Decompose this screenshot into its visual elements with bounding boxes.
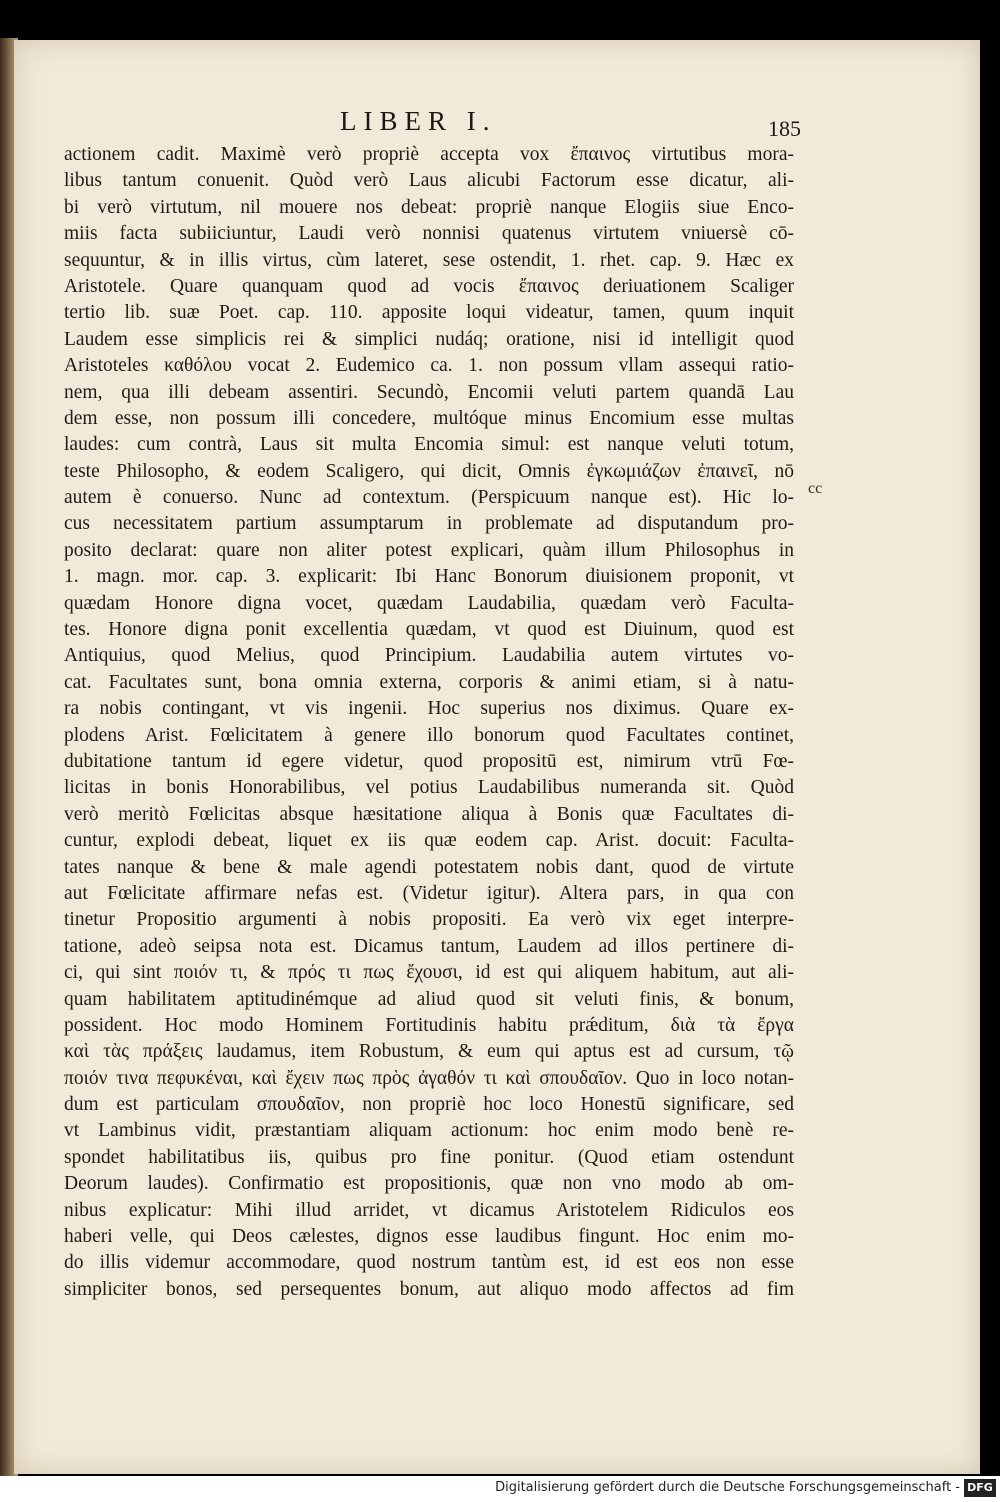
- text-line: dem esse, non possum illi concedere, multóque minus Encomium esse multas: [64, 407, 794, 429]
- text-line: nem, qua illi debeam assentiri. Secundò, Encomii veluti partem quandā Lau: [64, 381, 794, 403]
- text-line: dum est particulam σπουδαῖον, non propriè hoc loco Honestū significare, sed: [64, 1094, 794, 1116]
- text-line: sequuntur, & in illis virtus, cùm lateret, sese ostendit, 1. rhet. cap. 9. Hæc ex: [64, 249, 794, 271]
- text-line: aut Fœlicitate affirmare nefas est. (Videtur igitur). Altera pars, in qua con: [64, 882, 794, 904]
- text-line: cuntur, explodi debeat, liquet ex iis quæ eodem cap. Arist. docuit: Faculta-: [64, 830, 794, 852]
- text-line: licitas in bonis Honorabilibus, vel potius Laudabilibus numeranda sit. Quòd: [64, 777, 794, 799]
- text-line: tes. Honore digna ponit excellentia quædam, vt quod est Diuinum, quod est: [64, 619, 794, 641]
- text-line: posito declarat: quare non aliter potest explicari, quàm illum Philosophus in: [64, 539, 794, 561]
- text-line: laudes: cum contrà, Laus sit multa Encomia simul: est nanque veluti totum,: [64, 434, 794, 456]
- text-line: verò meritò Fœlicitas absque hæsitatione aliqua à Bonis quæ Facultates di-: [64, 803, 794, 825]
- text-line: tinetur Propositio argumenti à nobis propositi. Ea verò vix eget interpre-: [64, 909, 794, 931]
- margin-note: cc: [808, 480, 823, 497]
- footer-bar: [0, 1476, 1000, 1502]
- text-line: ci, qui sint ποιόν τι, & πρός τι πως ἔχουσι, id est qui aliquem habitum, aut ali-: [64, 962, 794, 984]
- text-line: Deorum laudes). Confirmatio est propositionis, quæ non vno modo ab om-: [64, 1173, 794, 1195]
- text-line: dubitatione tantum id egere videtur, quod propositū est, nimirum vtrū Fœ-: [64, 750, 794, 772]
- text-line: καὶ τὰς πράξεις laudamus, item Robustum, & eum qui aptus est ad cursum, τῷ: [64, 1041, 794, 1063]
- text-line: autem è conuerso. Nunc ad contextum. (Perspicuum nanque est). Hic lo-: [64, 487, 794, 509]
- text-line: cus necessitatem partium assumptarum in problemate ad disputandum pro-: [64, 513, 794, 535]
- text-line: nibus explicatur: Mihi illud arridet, vt dicamus Aristotelem Ridiculos eos: [64, 1199, 794, 1221]
- text-line: Antiquius, quod Melius, quod Principium. Laudabilia autem virtutes vo-: [64, 645, 794, 667]
- body-text: [64, 142, 794, 1303]
- text-line: spondet habilitatibus iis, quibus pro fine ponitur. (Quod etiam ostendunt: [64, 1146, 794, 1168]
- text-line: plodens Arist. Fœlicitatem à genere illo bonorum quod Facultates continet,: [64, 724, 794, 746]
- text-line: bi verò virtutum, nil mouere nos debeat: propriè nanque Elogiis siue Enco-: [64, 196, 794, 218]
- page-header: [0, 106, 1000, 146]
- funding-credit: Digitalisierung gefördert durch die Deutsche Forschungsgemeinschaft -: [495, 1480, 960, 1495]
- text-line: teste Philosopho, & eodem Scaligero, qui dicit, Omnis ἐγκωμιάζων ἐπαινεῖ, nō: [64, 460, 794, 482]
- dfg-logo: DFG: [964, 1479, 996, 1497]
- text-line: tates nanque & bene & male agendi potestatem nobis dant, quod de virtute: [64, 856, 794, 878]
- text-line: Laudem esse simplicis rei & simplici nudáq; oratione, nisi id intelligit quod: [64, 328, 794, 350]
- text-line: Aristoteles καθόλου vocat 2. Eudemico ca. 1. non possum vllam assequi ratio-: [64, 355, 794, 377]
- text-line: ra nobis contingant, vt vis ingenii. Hoc superius nos diximus. Quare ex-: [64, 698, 794, 720]
- text-line: 1. magn. mor. cap. 3. explicarit: Ibi Hanc Bonorum diuisionem proponit, vt: [64, 566, 794, 588]
- text-line: Aristotele. Quare quanquam quod ad vocis ἔπαινος deriuationem Scaliger: [64, 275, 794, 297]
- text-line: quædam Honore digna vocet, quædam Laudabilia, quædam verò Faculta-: [64, 592, 794, 614]
- running-title: LIBER I.: [340, 106, 497, 136]
- text-line: haberi velle, qui Deos cælestes, dignos esse laudibus fingunt. Hoc enim mo-: [64, 1226, 794, 1248]
- text-line: simpliciter bonos, sed persequentes bonum, aut aliquo modo affectos ad fim: [64, 1278, 794, 1300]
- page-number: 185: [768, 116, 801, 141]
- text-line: do illis videmur accommodare, quod nostrum tantùm est, id est eos non esse: [64, 1252, 794, 1274]
- text-line: vt Lambinus vidit, præstantiam aliquam actionum: hoc enim modo benè re-: [64, 1120, 794, 1142]
- text-line: possident. Hoc modo Hominem Fortitudinis habitu prǽditum, διὰ τὰ ἔργα: [64, 1014, 794, 1036]
- text-line: quam habilitatem aptitudinémque ad aliud quod sit veluti finis, & bonum,: [64, 988, 794, 1010]
- text-line: cat. Facultates sunt, bona omnia externa, corporis & animi etiam, si à natu-: [64, 671, 794, 693]
- text-line: tertio lib. suæ Poet. cap. 110. apposite loqui videatur, tamen, quum inquit: [64, 302, 794, 324]
- text-line: tatione, adeò seipsa nota est. Dicamus tantum, Laudem ad illos pertinere di-: [64, 935, 794, 957]
- text-line: libus tantum conuenit. Quòd verò Laus alicubi Factorum esse dicatur, ali-: [64, 170, 794, 192]
- text-line: ποιόν τινα πεφυκέναι, καὶ ἔχειν πως πρὸς ἀγαθόν τι καὶ σπουδαῖον. Quo in loco notan-: [64, 1067, 794, 1089]
- text-line: actionem cadit. Maximè verò propriè accepta vox ἔπαινος virtutibus mora-: [64, 144, 794, 165]
- text-line: miis facta subiiciuntur, Laudi verò nonnisi quatenus virtutem vniuersè cō-: [64, 223, 794, 245]
